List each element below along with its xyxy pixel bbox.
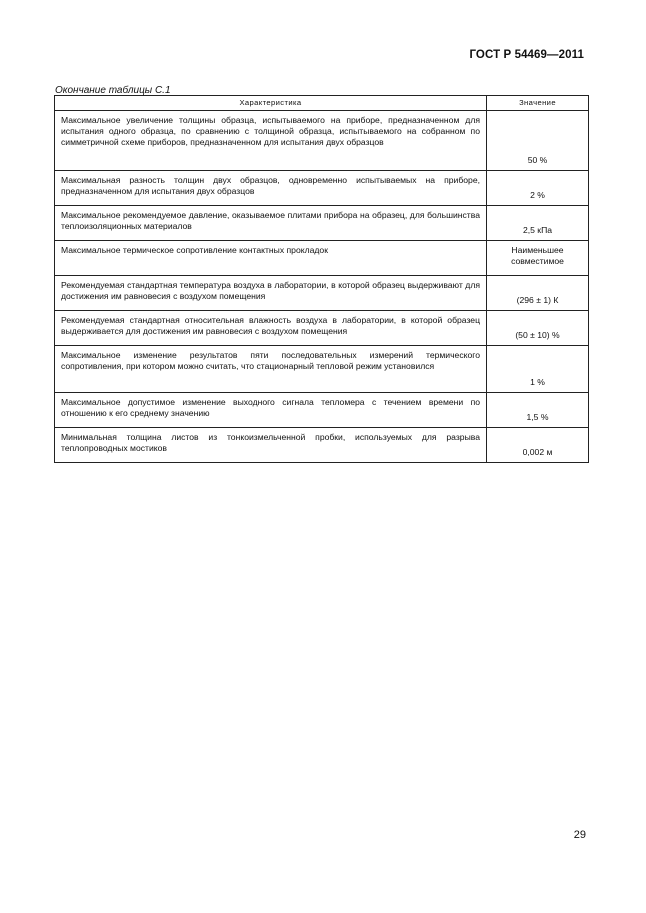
table-row bbox=[55, 393, 589, 428]
value-cell: 0,002 м bbox=[487, 428, 589, 463]
characteristic-cell: Максимальное увеличение толщины образца, испытываемого на приборе, предназначенном для испытания одного образца, по сравнению с толщиной образца, испытываемого на собранном по симметричной схеме приборов, предназначенном для испытания двух образцов bbox=[55, 111, 487, 171]
table-row bbox=[55, 171, 589, 206]
column-header-characteristic: Характеристика bbox=[55, 96, 487, 111]
table-header-row bbox=[55, 96, 589, 111]
table-row bbox=[55, 428, 589, 463]
characteristic-cell: Максимальное допустимое изменение выходного сигнала тепломера с течением времени по отношению к его среднему значению bbox=[55, 393, 487, 428]
table-row bbox=[55, 206, 589, 241]
value-cell: 1,5 % bbox=[487, 393, 589, 428]
table-row bbox=[55, 346, 589, 393]
value-cell: (50 ± 10) % bbox=[487, 311, 589, 346]
table-row bbox=[55, 111, 589, 171]
table-row bbox=[55, 311, 589, 346]
characteristics-table bbox=[54, 95, 589, 463]
characteristic-cell: Рекомендуемая стандартная температура воздуха в лаборатории, в которой образец выдерживают для достижения им равновесия с воздухом помещения bbox=[55, 276, 487, 311]
value-cell: 2,5 кПа bbox=[487, 206, 589, 241]
table-caption: Окончание таблицы С.1 bbox=[55, 85, 171, 96]
characteristic-cell: Максимальное изменение результатов пяти последовательных измерений термического сопротивления, при котором можно считать, что стационарный тепловой режим установился bbox=[55, 346, 487, 393]
characteristic-cell: Максимальное рекомендуемое давление, оказываемое плитами прибора на образец, для большинства теплоизоляционных материалов bbox=[55, 206, 487, 241]
page-number: 29 bbox=[573, 829, 586, 841]
value-cell: 1 % bbox=[487, 346, 589, 393]
table-row bbox=[55, 241, 589, 276]
characteristic-cell: Максимальная разность толщин двух образцов, одновременно испытываемых на приборе, предназначенном для испытания двух образцов bbox=[55, 171, 487, 206]
characteristic-cell: Рекомендуемая стандартная относительная влажность воздуха в лаборатории, в которой образец выдерживается для достижения им равновесия с воздухом помещения bbox=[55, 311, 487, 346]
value-cell: Наименьшее совместимое bbox=[487, 241, 589, 276]
characteristic-cell: Максимальное термическое сопротивление контактных прокладок bbox=[55, 241, 487, 276]
value-cell: 2 % bbox=[487, 171, 589, 206]
value-cell: (296 ± 1) К bbox=[487, 276, 589, 311]
characteristic-cell: Минимальная толщина листов из тонкоизмельченной пробки, используемых для разрыва теплопроводных мостиков bbox=[55, 428, 487, 463]
table-row bbox=[55, 276, 589, 311]
column-header-value: Значение bbox=[487, 96, 589, 111]
document-code: ГОСТ Р 54469—2011 bbox=[469, 49, 584, 61]
value-cell: 50 % bbox=[487, 111, 589, 171]
